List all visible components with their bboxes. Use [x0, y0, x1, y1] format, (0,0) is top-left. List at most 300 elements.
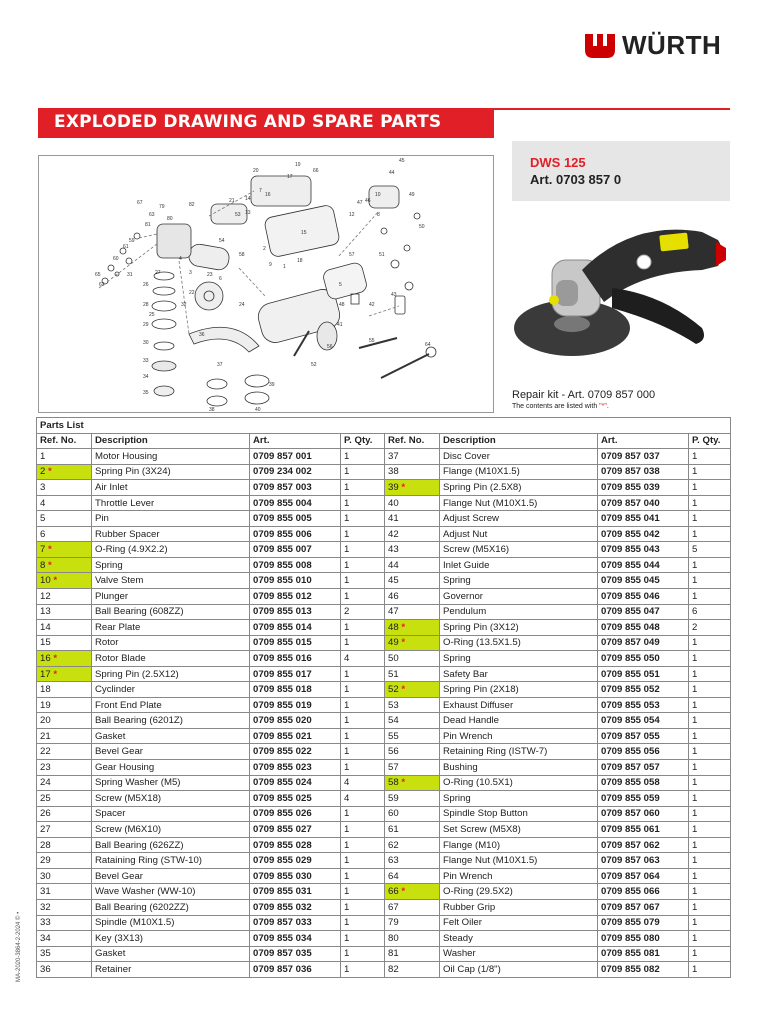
- description-cell: Rubber Grip: [440, 899, 598, 915]
- quantity-cell: 1: [341, 931, 385, 947]
- table-row: [37, 557, 731, 573]
- description-cell: Exhaust Diffuser: [440, 697, 598, 713]
- article-number-cell: 0709 855 005: [250, 511, 341, 527]
- ref-no: 36: [40, 963, 51, 975]
- ref-no-cell: [37, 697, 92, 713]
- ref-no: 57: [388, 761, 399, 773]
- quantity-cell: 1: [341, 697, 385, 713]
- quantity-cell: 1: [341, 573, 385, 589]
- drawing-callout: 38: [209, 407, 215, 412]
- drawing-callout: 50: [419, 224, 425, 230]
- drawing-callout: 6: [219, 276, 222, 282]
- article-number-cell: 0709 855 021: [250, 728, 341, 744]
- repair-kit-marker: *: [401, 777, 406, 789]
- quantity-cell: 1: [341, 853, 385, 869]
- product-article-number: Art. 0703 857 0: [530, 172, 622, 187]
- description-cell: Pin: [92, 511, 250, 527]
- ref-no-cell: [37, 526, 92, 542]
- ref-no: 16: [40, 652, 51, 664]
- quantity-cell: 6: [689, 604, 731, 620]
- ref-no-cell: [385, 651, 440, 667]
- description-cell: Gasket: [92, 946, 250, 962]
- ref-no: 25: [40, 792, 51, 804]
- drawing-callout: 43: [391, 292, 397, 298]
- quantity-cell: 1: [341, 480, 385, 496]
- ref-no: 48: [388, 621, 399, 633]
- table-row: [37, 573, 731, 589]
- ref-no: 2: [40, 466, 46, 478]
- article-number-cell: 0709 855 015: [250, 635, 341, 651]
- article-number-cell: 0709 857 038: [598, 464, 689, 480]
- ref-no: 52: [388, 684, 399, 696]
- quantity-cell: 4: [341, 791, 385, 807]
- article-number-cell: 0709 857 064: [598, 868, 689, 884]
- quantity-cell: 1: [341, 946, 385, 962]
- repair-note-marker: "*": [599, 403, 607, 410]
- ref-no: 37: [388, 450, 399, 462]
- ref-no: 1: [40, 450, 46, 462]
- ref-no-cell: [385, 899, 440, 915]
- quantity-cell: 1: [341, 526, 385, 542]
- description-cell: Screw (M5X18): [92, 791, 250, 807]
- quantity-cell: 1: [689, 775, 731, 791]
- ref-no-cell: [385, 806, 440, 822]
- drawing-callout: 16: [265, 192, 271, 198]
- description-cell: Air Inlet: [92, 480, 250, 496]
- article-number-cell: 0709 855 014: [250, 620, 341, 636]
- quantity-cell: 1: [689, 962, 731, 978]
- ref-no: 79: [388, 917, 399, 929]
- ref-no-cell: [37, 542, 92, 558]
- quantity-cell: 1: [689, 946, 731, 962]
- ref-no-cell: [37, 480, 92, 496]
- description-cell: Steady: [440, 931, 598, 947]
- article-number-cell: 0709 234 002: [250, 464, 341, 480]
- description-cell: Rear Plate: [92, 620, 250, 636]
- quantity-cell: 4: [341, 775, 385, 791]
- page-title: EXPLODED DRAWING AND SPARE PARTS: [54, 112, 442, 132]
- table-row: [37, 635, 731, 651]
- article-number-cell: 0709 855 028: [250, 837, 341, 853]
- ref-no: 23: [40, 761, 51, 773]
- article-number-cell: 0709 855 024: [250, 775, 341, 791]
- ref-no: 45: [388, 575, 399, 587]
- article-number-cell: 0709 857 055: [598, 728, 689, 744]
- quantity-cell: 1: [341, 635, 385, 651]
- ref-no: 80: [388, 932, 399, 944]
- drawing-callout: 15: [301, 230, 307, 236]
- drawing-callout: 10: [375, 192, 381, 198]
- ref-no: 21: [40, 730, 51, 742]
- ref-no-cell: [385, 557, 440, 573]
- ref-no-cell: [37, 837, 92, 853]
- description-cell: Valve Stem: [92, 573, 250, 589]
- drawing-callout: 67: [137, 200, 143, 206]
- wurth-logo-mark-icon: [584, 32, 616, 60]
- table-row: [37, 962, 731, 978]
- quantity-cell: 1: [341, 884, 385, 900]
- table-row: [37, 744, 731, 760]
- quantity-cell: 1: [341, 557, 385, 573]
- ref-no-cell: [385, 915, 440, 931]
- ref-no: 51: [388, 668, 399, 680]
- ref-no: 34: [40, 932, 51, 944]
- repair-kit-marker: *: [53, 668, 58, 680]
- ref-no-cell: [385, 526, 440, 542]
- ref-no-cell: [385, 480, 440, 496]
- quantity-cell: 1: [341, 744, 385, 760]
- table-row: [37, 713, 731, 729]
- drawing-callout: 61: [123, 244, 129, 250]
- quantity-cell: 1: [341, 495, 385, 511]
- article-number-cell: 0709 855 029: [250, 853, 341, 869]
- drawing-callout: 52: [311, 362, 317, 368]
- article-number-cell: 0709 855 042: [598, 526, 689, 542]
- drawing-callout: 19: [295, 162, 301, 168]
- quantity-cell: 1: [689, 682, 731, 698]
- ref-no-cell: [37, 495, 92, 511]
- table-row: [37, 495, 731, 511]
- article-number-cell: 0709 855 025: [250, 791, 341, 807]
- ref-no-cell: [37, 651, 92, 667]
- description-cell: Oil Cap (1/8"): [440, 962, 598, 978]
- ref-no-cell: [385, 744, 440, 760]
- article-number-cell: 0709 855 018: [250, 682, 341, 698]
- article-number-cell: 0709 855 066: [598, 884, 689, 900]
- description-cell: Rotor: [92, 635, 250, 651]
- quantity-cell: 1: [341, 899, 385, 915]
- quantity-cell: 1: [689, 744, 731, 760]
- ref-no: 35: [40, 948, 51, 960]
- description-cell: Gasket: [92, 728, 250, 744]
- quantity-cell: 1: [689, 915, 731, 931]
- ref-no: 64: [388, 870, 399, 882]
- description-cell: Gear Housing: [92, 760, 250, 776]
- ref-no-cell: [385, 868, 440, 884]
- ref-no-cell: [385, 495, 440, 511]
- article-number-cell: 0709 857 049: [598, 635, 689, 651]
- ref-no-cell: [37, 620, 92, 636]
- quantity-cell: 1: [689, 464, 731, 480]
- description-cell: Spring: [440, 791, 598, 807]
- description-cell: Spring Washer (M5): [92, 775, 250, 791]
- table-row: [37, 480, 731, 496]
- article-number-cell: 0709 855 051: [598, 666, 689, 682]
- article-number-cell: 0709 855 027: [250, 822, 341, 838]
- repair-kit-marker: *: [48, 466, 52, 478]
- ref-no: 63: [388, 855, 399, 867]
- quantity-cell: 1: [689, 573, 731, 589]
- ref-no-cell: [385, 635, 440, 651]
- ref-no: 59: [388, 792, 399, 804]
- table-row: [37, 806, 731, 822]
- ref-no-cell: [37, 931, 92, 947]
- article-number-cell: 0709 855 045: [598, 573, 689, 589]
- repair-kit-marker: *: [401, 684, 406, 696]
- ref-no: 22: [40, 746, 51, 758]
- ref-no: 43: [388, 544, 399, 556]
- ref-no: 82: [388, 963, 399, 975]
- description-cell: Spring Pin (3X12): [440, 620, 598, 636]
- drawing-callout: 47: [357, 200, 363, 206]
- description-cell: Ball Bearing (6201Z): [92, 713, 250, 729]
- quantity-cell: 1: [341, 822, 385, 838]
- description-cell: Dead Handle: [440, 713, 598, 729]
- ref-no: 4: [40, 497, 46, 509]
- drawing-callout: 34: [143, 374, 149, 380]
- drawing-callout: 1: [283, 264, 286, 270]
- drawing-callout: 13: [245, 210, 251, 216]
- drawing-callout: 26: [143, 282, 149, 288]
- ref-no: 8: [40, 559, 46, 571]
- exploded-drawing-image: [39, 156, 493, 412]
- drawing-callout: 44: [389, 170, 395, 176]
- article-number-cell: 0709 855 017: [250, 666, 341, 682]
- ref-no-cell: [385, 666, 440, 682]
- ref-no-cell: [385, 464, 440, 480]
- ref-no: 3: [40, 481, 46, 493]
- ref-no: 15: [40, 637, 51, 649]
- ref-no-cell: [385, 573, 440, 589]
- drawing-callout: 33: [143, 358, 149, 364]
- article-number-cell: 0709 855 079: [598, 915, 689, 931]
- description-cell: O-Ring (13.5X1.5): [440, 635, 598, 651]
- table-row: [37, 791, 731, 807]
- quantity-cell: 1: [341, 837, 385, 853]
- ref-no: 29: [40, 855, 51, 867]
- description-cell: Throttle Lever: [92, 495, 250, 511]
- table-row: [37, 620, 731, 636]
- drawing-callout: 28: [143, 302, 149, 308]
- article-number-cell: 0709 855 026: [250, 806, 341, 822]
- description-cell: Pin Wrench: [440, 868, 598, 884]
- drawing-callout: 30: [143, 340, 149, 346]
- article-number-cell: 0709 855 039: [598, 480, 689, 496]
- ref-no: 54: [388, 715, 399, 727]
- description-cell: Plunger: [92, 589, 250, 605]
- drawing-callout: 32: [181, 302, 187, 308]
- drawing-callout: 7: [259, 188, 262, 194]
- description-cell: Pin Wrench: [440, 728, 598, 744]
- document-code-text: MA-2020-3864-2-2024 © •: [16, 911, 22, 982]
- article-number-cell: 0709 855 080: [598, 931, 689, 947]
- quantity-cell: 1: [689, 760, 731, 776]
- ref-no-cell: [37, 573, 92, 589]
- article-number-cell: 0709 855 006: [250, 526, 341, 542]
- article-number-cell: 0709 855 019: [250, 697, 341, 713]
- ref-no: 60: [388, 808, 399, 820]
- ref-no-cell: [37, 884, 92, 900]
- ref-no: 20: [40, 715, 51, 727]
- drawing-callout: 4: [179, 256, 182, 262]
- description-cell: Disc Cover: [440, 449, 598, 465]
- quantity-cell: 1: [689, 589, 731, 605]
- ref-no-cell: [37, 775, 92, 791]
- quantity-cell: 1: [689, 837, 731, 853]
- col-header-art: Art.: [598, 433, 689, 449]
- drawing-callout: 46: [365, 198, 371, 204]
- drawing-callout: 37: [217, 362, 223, 368]
- quantity-cell: 1: [341, 915, 385, 931]
- description-cell: O-Ring (4.9X2.2): [92, 542, 250, 558]
- ref-no: 61: [388, 823, 399, 835]
- article-number-cell: 0709 855 061: [598, 822, 689, 838]
- ref-no: 6: [40, 528, 46, 540]
- drawing-callout: 9: [269, 262, 272, 268]
- parts-list-caption-row: [37, 418, 731, 434]
- document-code: [14, 892, 24, 982]
- ref-no: 38: [388, 466, 399, 478]
- ref-no: 7: [40, 544, 46, 556]
- article-number-cell: 0709 855 053: [598, 697, 689, 713]
- ref-no: 62: [388, 839, 399, 851]
- article-number-cell: 0709 855 054: [598, 713, 689, 729]
- article-number-cell: 0709 855 056: [598, 744, 689, 760]
- product-info-box: [512, 141, 730, 201]
- ref-no-cell: [385, 604, 440, 620]
- ref-no-cell: [37, 557, 92, 573]
- ref-no-cell: [385, 542, 440, 558]
- ref-no-cell: [385, 449, 440, 465]
- description-cell: Bevel Gear: [92, 744, 250, 760]
- drawing-callout: 20: [253, 168, 259, 174]
- drawing-callout: 54: [219, 238, 225, 244]
- wurth-logo: [584, 30, 721, 61]
- ref-no-cell: [37, 589, 92, 605]
- table-row: [37, 589, 731, 605]
- drawing-callout: 8: [377, 212, 380, 218]
- ref-no-cell: [385, 760, 440, 776]
- quantity-cell: 1: [689, 480, 731, 496]
- ref-no: 56: [388, 746, 399, 758]
- col-header-qty: P. Qty.: [341, 433, 385, 449]
- drawing-callout: 80: [167, 216, 173, 222]
- drawing-callout: 41: [337, 322, 343, 328]
- title-rule: [494, 108, 730, 110]
- description-cell: Spring Pin (2X18): [440, 682, 598, 698]
- quantity-cell: 1: [689, 495, 731, 511]
- drawing-callout: 2: [263, 246, 266, 252]
- repair-kit-marker: *: [53, 575, 58, 587]
- product-model: DWS 125: [530, 155, 586, 170]
- description-cell: Spring: [92, 557, 250, 573]
- quantity-cell: 1: [341, 464, 385, 480]
- ref-no-cell: [385, 620, 440, 636]
- table-row: [37, 760, 731, 776]
- ref-no: 18: [40, 684, 51, 696]
- table-row: [37, 837, 731, 853]
- description-cell: Ball Bearing (626ZZ): [92, 837, 250, 853]
- quantity-cell: 1: [689, 449, 731, 465]
- ref-no: 55: [388, 730, 399, 742]
- description-cell: Ball Bearing (6202ZZ): [92, 899, 250, 915]
- table-row: [37, 822, 731, 838]
- ref-no-cell: [37, 962, 92, 978]
- drawing-callout: 5: [339, 282, 342, 288]
- description-cell: Flange Nut (M10X1.5): [440, 853, 598, 869]
- drawing-callout: 79: [159, 204, 165, 210]
- col-header-ref: Ref. No.: [37, 433, 92, 449]
- quantity-cell: 1: [341, 449, 385, 465]
- drawing-callout: 27: [155, 270, 161, 276]
- angle-grinder-image: [512, 210, 730, 380]
- drawing-callout: 45: [399, 158, 405, 164]
- ref-no: 42: [388, 528, 399, 540]
- article-number-cell: 0709 857 057: [598, 760, 689, 776]
- ref-no: 12: [40, 590, 51, 602]
- ref-no: 33: [40, 917, 51, 929]
- article-number-cell: 0709 855 041: [598, 511, 689, 527]
- quantity-cell: 1: [341, 682, 385, 698]
- ref-no: 50: [388, 652, 399, 664]
- quantity-cell: 1: [689, 557, 731, 573]
- description-cell: Bushing: [440, 760, 598, 776]
- article-number-cell: 0709 857 040: [598, 495, 689, 511]
- drawing-callout: 58: [239, 252, 245, 258]
- article-number-cell: 0709 855 013: [250, 604, 341, 620]
- ref-no-cell: [37, 791, 92, 807]
- ref-no-cell: [385, 511, 440, 527]
- description-cell: Inlet Guide: [440, 557, 598, 573]
- table-row: [37, 666, 731, 682]
- drawing-callout: 51: [379, 252, 385, 258]
- ref-no: 27: [40, 823, 51, 835]
- description-cell: Spindle (M10X1.5): [92, 915, 250, 931]
- ref-no-cell: [37, 822, 92, 838]
- ref-no: 49: [388, 637, 399, 649]
- drawing-callout: 31: [127, 272, 133, 278]
- article-number-cell: 0709 857 033: [250, 915, 341, 931]
- table-row: [37, 775, 731, 791]
- article-number-cell: 0709 857 063: [598, 853, 689, 869]
- table-row: [37, 697, 731, 713]
- ref-no: 81: [388, 948, 399, 960]
- ref-no-cell: [385, 884, 440, 900]
- ref-no: 40: [388, 497, 399, 509]
- description-cell: Rataining Ring (STW-10): [92, 853, 250, 869]
- drawing-callout: 81: [145, 222, 151, 228]
- ref-no: 31: [40, 886, 51, 898]
- table-row: [37, 682, 731, 698]
- quantity-cell: 1: [689, 791, 731, 807]
- ref-no-cell: [37, 635, 92, 651]
- ref-no: 10: [40, 575, 51, 587]
- description-cell: Wave Washer (WW-10): [92, 884, 250, 900]
- table-row: [37, 449, 731, 465]
- drawing-callout: 48: [339, 302, 345, 308]
- article-number-cell: 0709 857 003: [250, 480, 341, 496]
- repair-kit-marker: *: [401, 886, 406, 898]
- quantity-cell: 1: [341, 666, 385, 682]
- ref-no-cell: [385, 946, 440, 962]
- description-cell: Ball Bearing (608ZZ): [92, 604, 250, 620]
- ref-no: 17: [40, 668, 51, 680]
- exploded-drawing: [38, 155, 494, 413]
- description-cell: Bevel Gear: [92, 868, 250, 884]
- article-number-cell: 0709 857 062: [598, 837, 689, 853]
- drawing-callout: 63: [149, 212, 155, 218]
- col-header-description: Description: [440, 433, 598, 449]
- description-cell: Flange Nut (M10X1.5): [440, 495, 598, 511]
- quantity-cell: 1: [341, 589, 385, 605]
- drawing-callout: 14: [245, 196, 251, 202]
- description-cell: Pendulum: [440, 604, 598, 620]
- quantity-cell: 1: [689, 526, 731, 542]
- article-number-cell: 0709 855 047: [598, 604, 689, 620]
- ref-no-cell: [385, 682, 440, 698]
- ref-no-cell: [37, 744, 92, 760]
- ref-no: 19: [40, 699, 51, 711]
